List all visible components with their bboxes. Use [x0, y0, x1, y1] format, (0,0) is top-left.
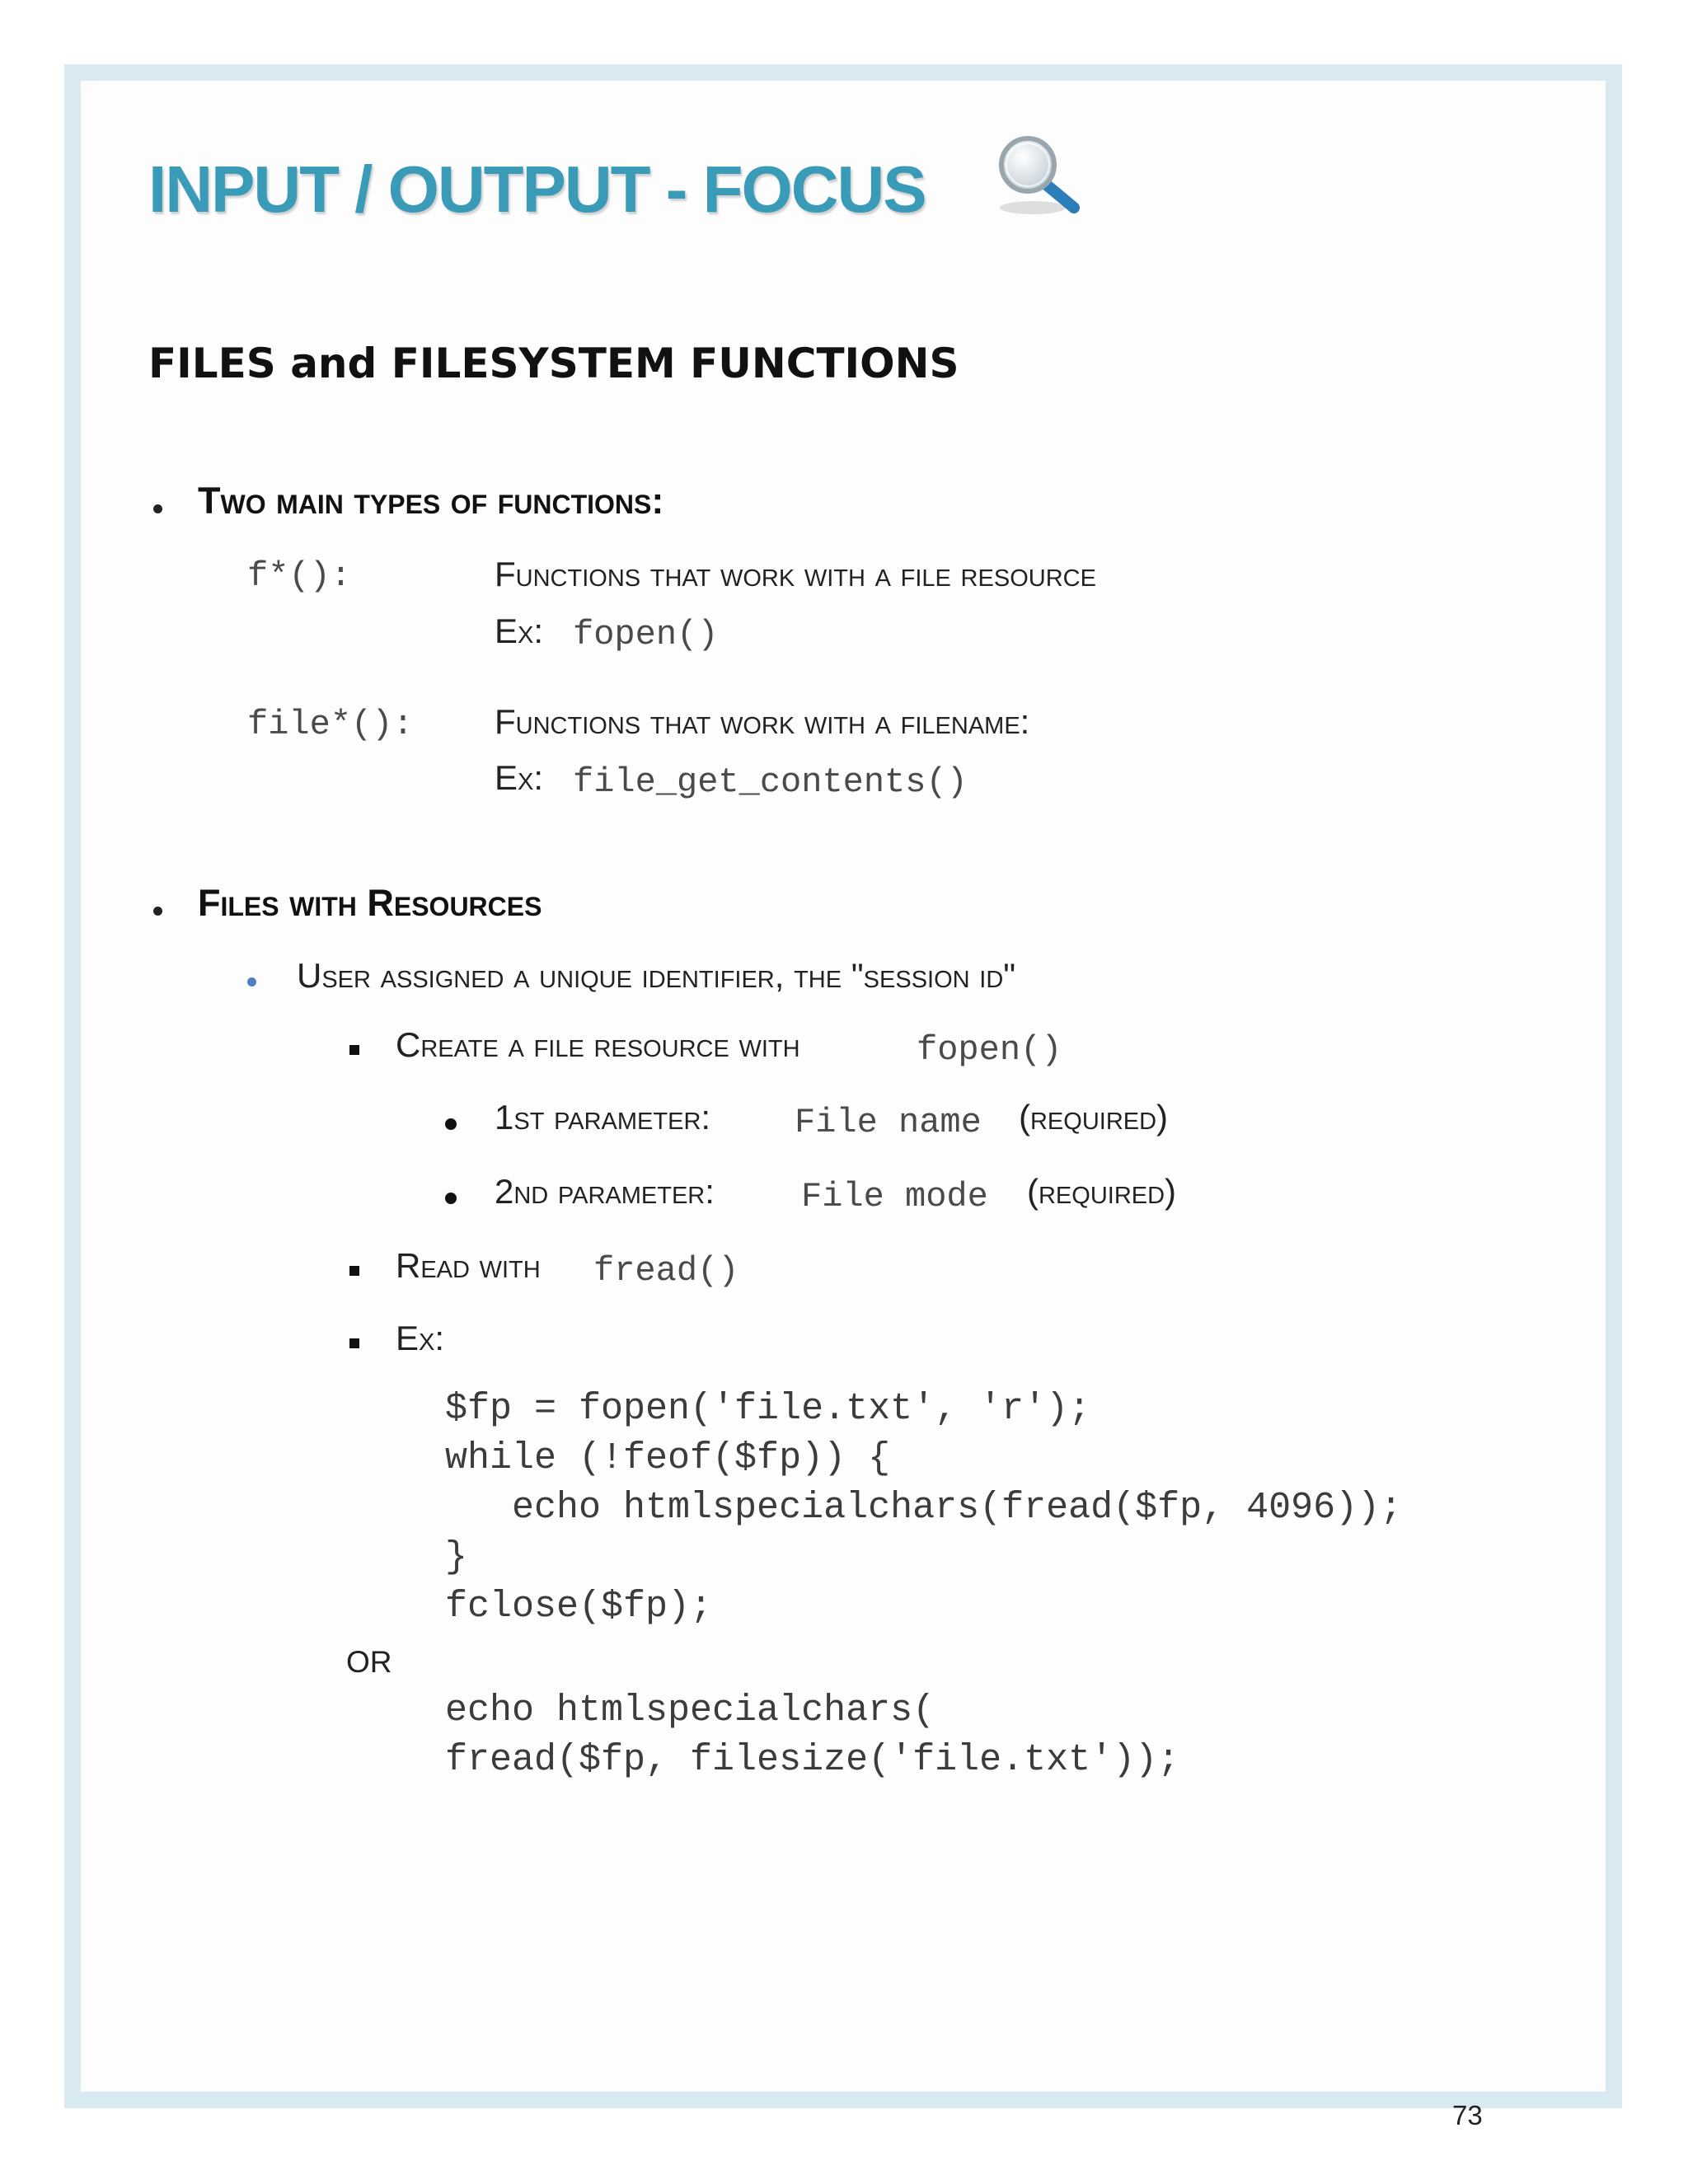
code-line: fread($fp, filesize('file.txt'));	[445, 1739, 1180, 1781]
read-code: fread()	[593, 1251, 739, 1291]
example-code: fopen()	[573, 615, 719, 654]
code-line: fclose($fp);	[445, 1586, 713, 1628]
create-resource-text: Create a file resource with	[396, 1025, 800, 1064]
session-id-item: User assigned a unique identifier, the "session id"	[297, 956, 1016, 995]
page-title: INPUT / OUTPUT - FOCUS	[148, 152, 926, 226]
param-label: 1st parameter:	[495, 1098, 711, 1137]
param-note: (required)	[1027, 1172, 1177, 1211]
bullet-dot	[153, 907, 162, 916]
param-bullet	[445, 1193, 457, 1204]
param-note: (required)	[1019, 1098, 1169, 1137]
page-number: 73	[1452, 2100, 1483, 2130]
param-label: 2nd parameter:	[495, 1172, 715, 1211]
square-bullet	[349, 1045, 359, 1055]
example-label: Ex:	[495, 758, 544, 797]
types-heading: Two main types of functions:	[198, 480, 664, 522]
type-code: file*():	[247, 705, 414, 744]
param-bullet	[445, 1118, 457, 1130]
magnifying-glass-icon	[993, 132, 1084, 223]
code-line: echo htmlspecialchars(	[445, 1690, 935, 1732]
square-bullet	[349, 1338, 359, 1348]
create-resource-code: fopen()	[917, 1030, 1062, 1070]
param-code: File name	[795, 1103, 982, 1142]
resources-heading: Files with Resources	[198, 882, 542, 924]
type-description: Functions that work with a filename:	[495, 702, 1030, 741]
square-bullet	[349, 1266, 359, 1276]
example-label: Ex:	[396, 1319, 445, 1357]
example-code: file_get_contents()	[573, 762, 968, 802]
section-title: FILES and FILESYSTEM FUNCTIONS	[148, 340, 959, 387]
sub-bullet-dot	[247, 977, 256, 987]
example-label: Ex:	[495, 612, 544, 650]
code-line: echo htmlspecialchars(fread($fp, 4096));	[445, 1487, 1403, 1529]
type-description: Functions that work with a file resource	[495, 555, 1096, 593]
param-code: File mode	[801, 1177, 988, 1216]
code-line: $fp = fopen('file.txt', 'r');	[445, 1388, 1091, 1430]
code-line: while (!feof($fp)) {	[445, 1437, 891, 1479]
read-text: Read with	[396, 1246, 541, 1285]
type-code: f*():	[247, 556, 352, 596]
bullet-dot	[153, 504, 162, 513]
code-line: }	[445, 1536, 468, 1578]
or-label: OR	[346, 1645, 392, 1679]
